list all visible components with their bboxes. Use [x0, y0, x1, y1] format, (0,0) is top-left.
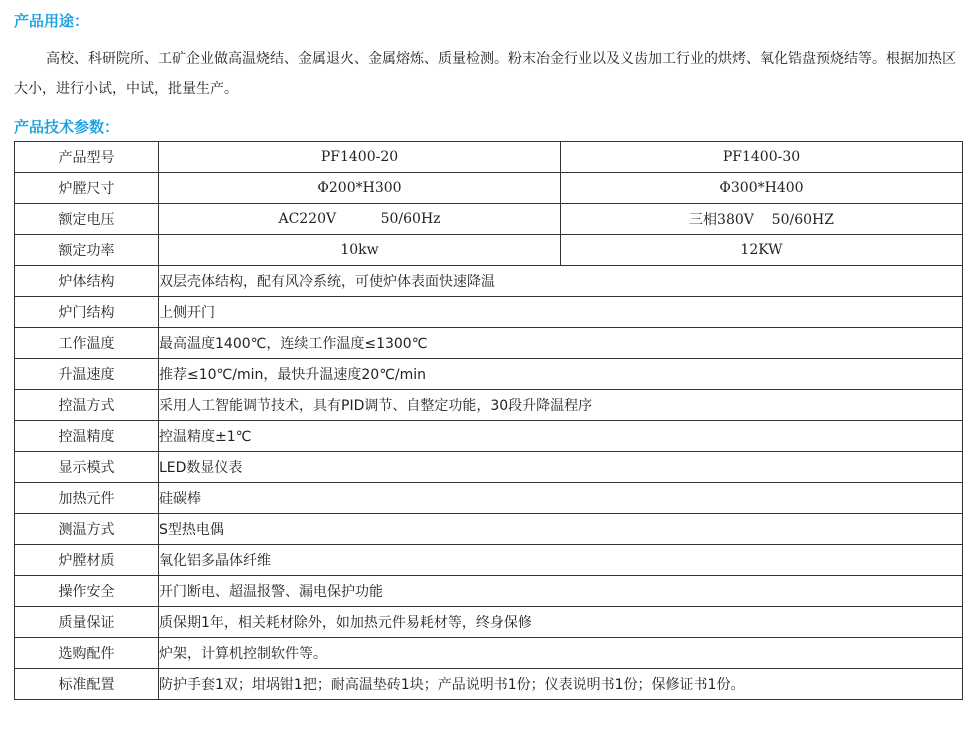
param-label: 炉体结构: [15, 266, 159, 297]
table-row: [15, 142, 963, 173]
model-1-value: AC220V 50/60Hz: [159, 204, 561, 235]
param-label: 升温速度: [15, 359, 159, 390]
param-value: 推荐≤10℃/min，最快升温速度20℃/min: [159, 359, 963, 390]
param-label: 控温方式: [15, 390, 159, 421]
param-label: 选购配件: [15, 638, 159, 669]
param-label: 标准配置: [15, 669, 159, 700]
table-row: [15, 266, 963, 297]
table-row: [15, 390, 963, 421]
param-label: 质量保证: [15, 607, 159, 638]
param-value: 最高温度1400℃，连续工作温度≤1300℃: [159, 328, 963, 359]
spec-heading: 产品技术参数：: [14, 118, 120, 136]
param-value: 开门断电、超温报警、漏电保护功能: [159, 576, 963, 607]
param-value: S型热电偶: [159, 514, 963, 545]
usage-text: 高校、科研院所、工矿企业做高温烧结、金属退火、金属熔炼、质量检测。粉末冶金行业以及义齿加工行业的烘烤、氧化锆盘预烧结等。根据加热区大小，进行小试，中试，批量生产。: [14, 51, 956, 97]
param-label: 控温精度: [15, 421, 159, 452]
table-row: [15, 452, 963, 483]
param-label: 加热元件: [15, 483, 159, 514]
param-value: 硅碳棒: [159, 483, 963, 514]
param-value: 采用人工智能调节技术，具有PID调节、自整定功能，30段升降温程序: [159, 390, 963, 421]
table-row: [15, 235, 963, 266]
param-label: 测温方式: [15, 514, 159, 545]
table-row: [15, 545, 963, 576]
model-2-value: Φ300*H400: [561, 173, 963, 204]
param-value: 氧化铝多晶体纤维: [159, 545, 963, 576]
param-value: 上侧开门: [159, 297, 963, 328]
param-value: 质保期1年，相关耗材除外，如加热元件易耗材等，终身保修: [159, 607, 963, 638]
table-row: [15, 421, 963, 452]
table-row: [15, 576, 963, 607]
model-2-value: 12KW: [561, 235, 963, 266]
param-label: 额定功率: [15, 235, 159, 266]
table-row: [15, 669, 963, 700]
param-value: 炉架，计算机控制软件等。: [159, 638, 963, 669]
model-1-value: PF1400-20: [159, 142, 561, 173]
param-value: 双层壳体结构，配有风冷系统，可使炉体表面快速降温: [159, 266, 963, 297]
param-value: 控温精度±1℃: [159, 421, 963, 452]
param-label: 炉膛尺寸: [15, 173, 159, 204]
table-row: [15, 514, 963, 545]
param-value: LED数显仪表: [159, 452, 963, 483]
table-row: [15, 359, 963, 390]
model-1-value: 10kw: [159, 235, 561, 266]
table-row: [15, 607, 963, 638]
table-row: [15, 483, 963, 514]
spec-table-body: [15, 142, 963, 700]
table-row: [15, 328, 963, 359]
param-label: 工作温度: [15, 328, 159, 359]
param-label: 产品型号: [15, 142, 159, 173]
table-row: [15, 173, 963, 204]
param-label: 炉门结构: [15, 297, 159, 328]
spec-table: [14, 141, 963, 700]
usage-paragraph: [14, 44, 964, 104]
model-2-value: 三相380V 50/60HZ: [561, 204, 963, 235]
table-row: [15, 638, 963, 669]
param-value: 防护手套1双；坩埚钳1把；耐高温垫砖1块；产品说明书1份；仪表说明书1份；保修证书1份。: [159, 669, 963, 700]
param-label: 操作安全: [15, 576, 159, 607]
model-1-value: Φ200*H300: [159, 173, 561, 204]
model-2-value: PF1400-30: [561, 142, 963, 173]
table-row: [15, 297, 963, 328]
param-label: 显示模式: [15, 452, 159, 483]
param-label: 炉膛材质: [15, 545, 159, 576]
usage-heading: 产品用途：: [14, 12, 90, 30]
table-row: [15, 204, 963, 235]
param-label: 额定电压: [15, 204, 159, 235]
